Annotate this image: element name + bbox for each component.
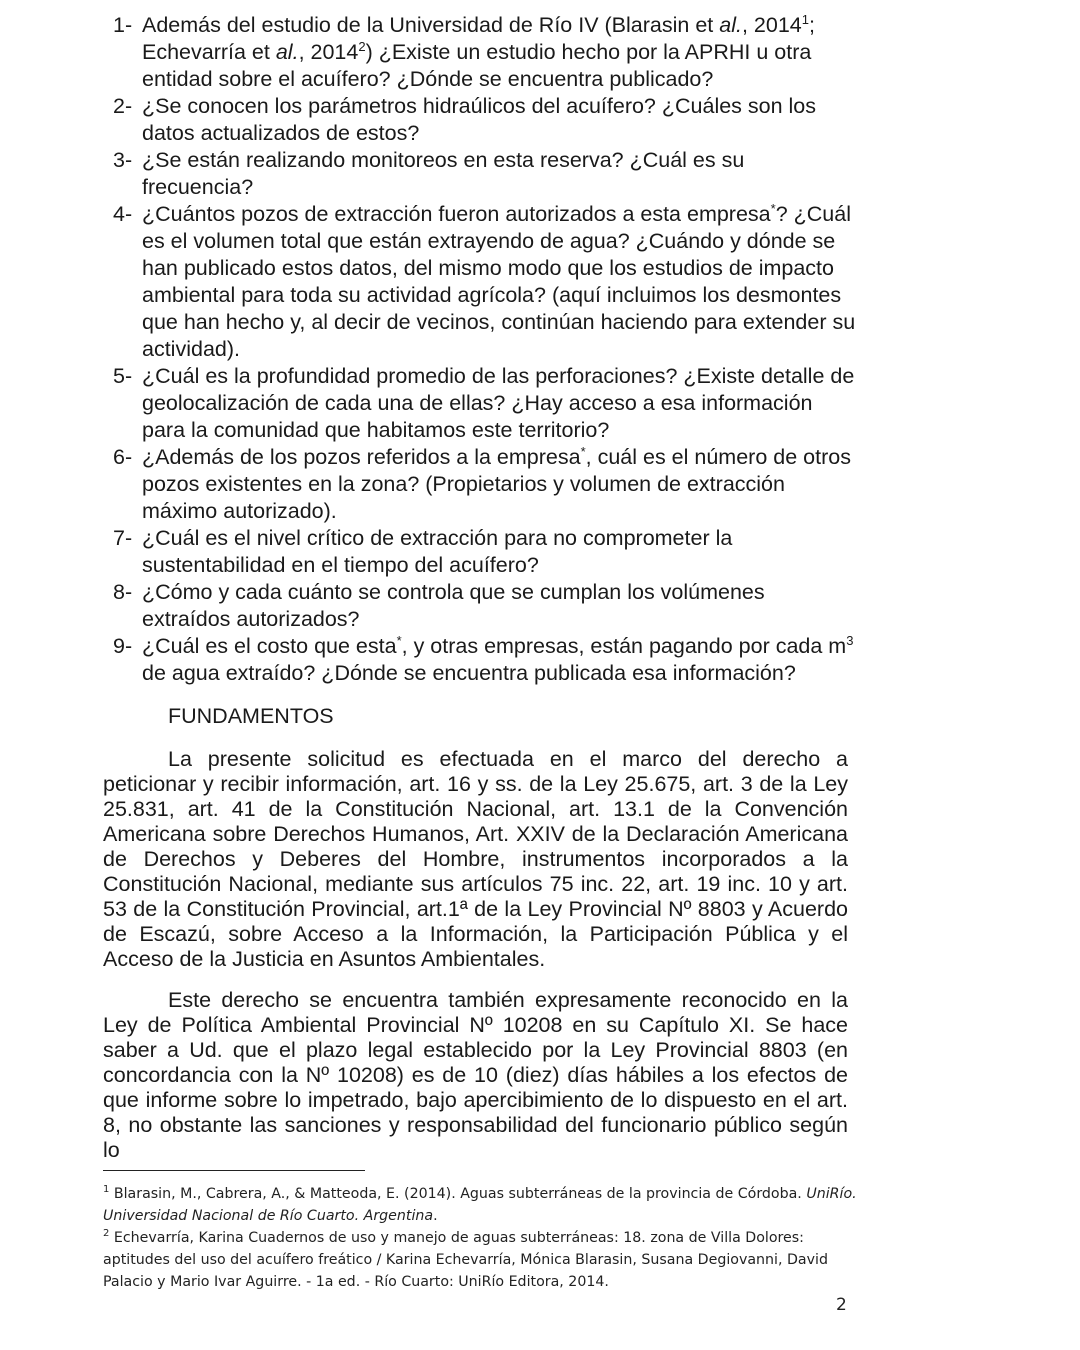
question-2 [113,93,858,147]
question-5 [113,363,858,444]
question-number: 1- [113,13,133,37]
question-number: 8- [113,580,133,604]
paragraph-1: La presente solicitud es efectuada en el marco del derecho a peticionar y recibir información, art. 16 y ss. de la Ley 25.675, art. 3 de la Ley 25.831, art. 41 de la Constitución Nacional, art. 13.1 de la Convención Americana sobre Derechos Humanos, Art. XXIV de la Declaración Americana de Derechos y Deberes del Hombre, instrumentos incorporados a la Constitución Nacional, mediante sus artículos 75 inc. 22, art. 19 inc. 10 y art. 53 de la Constitución Provincial, art.1ª de la Ley Provincial Nº 8803 y Acuerdo de Escazú, sobre Acceso a la Información, la Participación Pública y el Acceso de la Justicia en Asuntos Ambientales. [103,747,848,971]
question-text: ¿Se conocen los parámetros hidraúlicos del acuífero? ¿Cuáles son los datos actualizados de estos? [142,94,817,145]
question-3 [113,147,858,201]
question-number: 5- [113,364,133,388]
questions-list [113,12,858,687]
question-1 [113,12,858,93]
question-text: ¿Se están realizando monitoreos en esta reserva? ¿Cuál es su frecuencia? [142,148,745,199]
question-number: 6- [113,445,133,469]
footnote-ref-2: 2 [358,39,366,54]
question-6 [113,444,858,525]
asterisk-mark: * [396,633,402,648]
question-number: 7- [113,526,133,550]
question-text: ¿Cuántos pozos de extracción fueron autorizados a esta empresa*? ¿Cuál es el volumen total que están extrayendo de agua? ¿Cuándo y dónde se han publicado estos datos, del mismo modo que los estudios de impacto ambiental para toda su actividad agrícola? (aquí incluimos los desmontes que han hecho y, al decir de vecinos, continúan haciendo para extender su actividad). [142,201,856,361]
question-number: 4- [113,202,133,226]
asterisk-mark: * [770,201,776,216]
question-text: ¿Cuál es el costo que esta*, y otras empresas, están pagando por cada $m^3$ de agua extraído? ¿Dónde se encuentra publicada esa información? [142,633,854,685]
cubic-superscript: 3 [846,633,854,648]
footnote-2: $^2$ Echevarría, Karina Cuadernos de uso y manejo de aguas subterráneas: 18. zona de Villa Dolores: aptitudes del uso del acuífero freático / Karina Echevarría, Mónica Blarasin, Susana Degiovanni, David Palacio y Mario Ivar Aguirre. - 1a ed. - Río Cuarto: UniRío Editora, 2014. [103,1228,828,1290]
section-heading: FUNDAMENTOS [168,704,334,728]
footnote-1: $^1$ Blarasin, M., Cabrera, A., & Matteoda, E. (2014). Aguas subterráneas de la provincia de Córdoba. UniRío. Universidad Nacional de Río Cuarto. Argentina. [103,1184,857,1224]
paragraph-2: Este derecho se encuentra también expresamente reconocido en la Ley de Política Ambiental Provincial Nº 10208 en su Capítulo XI. Se hace saber a Ud. que el plazo legal establecido por la Ley Provincial 8803 (en concordancia con la Nº 10208) es de 10 (diez) días hábiles a los efectos de que informe sobre lo impetrado, bajo apercibimiento de lo dispuesto en el art. 8, no obstante las sanciones y responsabilidad del funcionario público según lo [103,988,848,1162]
question-8 [113,579,858,633]
footnote-ref-1: 1 [801,12,809,27]
question-7 [113,525,858,579]
question-text: ¿Además de los pozos referidos a la empresa*, cuál es el número de otros pozos existentes en la zona? (Propietarios y volumen de extracción máximo autorizado). [142,444,851,523]
footnote-mark: 2 [103,1228,110,1239]
question-4 [113,201,858,363]
question-text: ¿Cuál es el nivel crítico de extracción para no comprometer la sustentabilidad en el tiempo del acuífero? [142,526,733,577]
question-text: ¿Cuál es la profundidad promedio de las perforaciones? ¿Existe detalle de geolocalización de cada una de ellas? ¿Hay acceso a esa información para la comunidad que habitamos este territorio? [142,364,855,442]
question-text: Además del estudio de la Universidad de Río IV (Blarasin et al., 2014$^1$; Echevarría et al., 2014$^2$) ¿Existe un estudio hecho por la APRHI u otra entidad sobre el acuífero? ¿Dónde se encuentra publicado? [142,12,815,91]
question-text: ¿Cómo y cada cuánto se controla que se cumplan los volúmenes extraídos autorizados? [142,580,765,631]
asterisk-mark: * [580,444,586,459]
question-number: 2- [113,94,133,118]
page-number: 2 [836,1295,847,1315]
footnote-separator [103,1170,365,1171]
question-number: 9- [113,634,133,658]
question-number: 3- [113,148,133,172]
footnote-mark: 1 [103,1184,110,1195]
question-9 [113,633,858,687]
